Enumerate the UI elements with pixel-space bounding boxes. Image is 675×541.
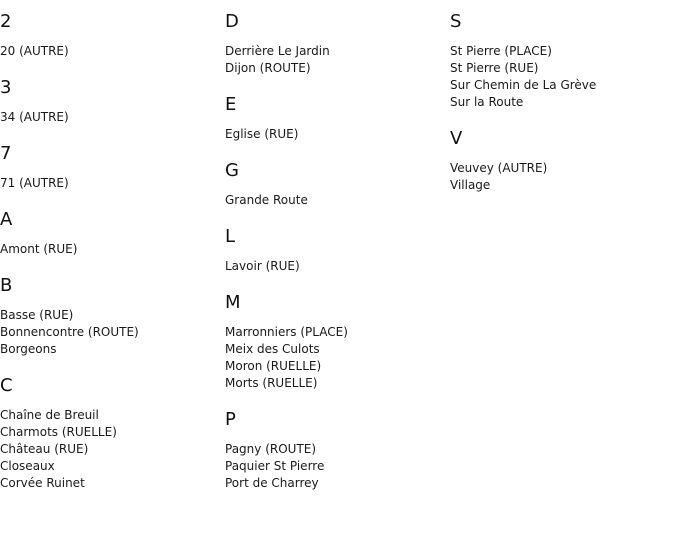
letter-group (0, 142, 215, 192)
letter-heading: 7 (0, 143, 12, 164)
index-column (225, 10, 440, 508)
street-link[interactable]: Moron (RUELLE) (225, 359, 322, 373)
letter-heading: D (225, 11, 239, 32)
street-link[interactable]: Pagny (ROUTE) (225, 442, 317, 456)
street-list (0, 109, 215, 126)
street-link[interactable]: Veuvey (AUTRE) (450, 161, 548, 175)
street-link[interactable]: Bonnencontre (ROUTE) (0, 325, 139, 339)
street-list (450, 160, 665, 194)
street-link[interactable]: Paquier St Pierre (225, 459, 325, 473)
street-list (450, 43, 665, 111)
street-link[interactable]: Lavoir (RUE) (225, 259, 300, 273)
letter-heading: L (225, 226, 236, 247)
letter-group (450, 127, 665, 194)
letter-heading: 3 (0, 77, 12, 98)
street-link[interactable]: Sur Chemin de La Grève (450, 78, 597, 92)
letter-group (225, 408, 440, 492)
street-link[interactable]: St Pierre (RUE) (450, 61, 539, 75)
street-link[interactable]: Morts (RUELLE) (225, 376, 318, 390)
street-list (0, 241, 215, 258)
street-link[interactable]: Marronniers (PLACE) (225, 325, 348, 339)
street-link[interactable]: Sur la Route (450, 95, 524, 109)
street-link[interactable]: Grande Route (225, 193, 308, 207)
letter-group (225, 159, 440, 209)
street-link[interactable]: Basse (RUE) (0, 308, 74, 322)
street-link[interactable]: Port de Charrey (225, 476, 319, 490)
letter-heading: P (225, 409, 236, 430)
letter-group (0, 208, 215, 258)
street-link[interactable]: Closeaux (0, 459, 55, 473)
street-link[interactable]: Derrière Le Jardin (225, 44, 330, 58)
letter-group (225, 225, 440, 275)
letter-group (0, 10, 215, 60)
street-list (0, 43, 215, 60)
street-link[interactable]: Dijon (ROUTE) (225, 61, 311, 75)
street-list (225, 126, 440, 143)
street-link[interactable]: 34 (AUTRE) (0, 110, 69, 124)
letter-group (225, 93, 440, 143)
letter-group (0, 274, 215, 358)
street-link[interactable]: Eglise (RUE) (225, 127, 299, 141)
index-column (450, 10, 665, 210)
street-link[interactable]: Amont (RUE) (0, 242, 78, 256)
street-list (225, 441, 440, 492)
letter-heading: M (225, 292, 241, 313)
letter-group (450, 10, 665, 111)
letter-heading: B (0, 275, 13, 296)
street-link[interactable]: Charmots (RUELLE) (0, 425, 117, 439)
letter-heading: V (450, 128, 463, 149)
index-column (0, 10, 215, 508)
letter-group (225, 10, 440, 77)
letter-group (225, 291, 440, 392)
letter-heading: S (450, 11, 462, 32)
letter-heading: A (0, 209, 13, 230)
letter-group (0, 374, 215, 492)
street-link[interactable]: Château (RUE) (0, 442, 89, 456)
street-list (225, 324, 440, 392)
letter-heading: C (0, 375, 13, 396)
street-list (0, 307, 215, 358)
street-link[interactable]: 20 (AUTRE) (0, 44, 69, 58)
street-list (0, 407, 215, 492)
street-link[interactable]: 71 (AUTRE) (0, 176, 69, 190)
street-link[interactable]: Chaîne de Breuil (0, 408, 99, 422)
street-link[interactable]: Corvée Ruinet (0, 476, 85, 490)
letter-heading: E (225, 94, 237, 115)
letter-group (0, 76, 215, 126)
street-link[interactable]: Village (450, 178, 491, 192)
street-list (225, 192, 440, 209)
letter-heading: G (225, 160, 239, 181)
street-list (0, 175, 215, 192)
street-link[interactable]: St Pierre (PLACE) (450, 44, 552, 58)
street-link[interactable]: Borgeons (0, 342, 57, 356)
street-link[interactable]: Meix des Culots (225, 342, 320, 356)
letter-heading: 2 (0, 11, 12, 32)
street-list (225, 43, 440, 77)
street-list (225, 258, 440, 275)
